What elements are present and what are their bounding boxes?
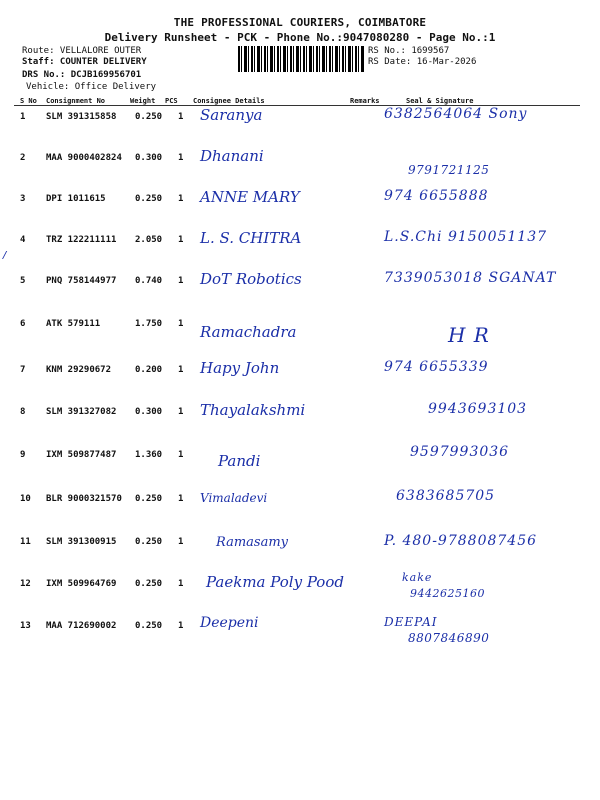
rs-number: RS No.: 1699567 (368, 46, 450, 56)
table-row (0, 225, 600, 266)
row-consignment: IXM 509877487 (46, 450, 117, 460)
row-sno: 12 (20, 579, 31, 589)
vehicle-label: Vehicle: Office Delivery (26, 82, 157, 92)
row-sno: 2 (20, 153, 26, 163)
row-sno: 9 (20, 450, 26, 460)
row-consignee-handwriting: Dhanani (200, 147, 264, 165)
row-signature-handwriting: kake (402, 571, 433, 584)
row-consignment: SLM 391300915 (46, 537, 117, 547)
table-row (0, 102, 600, 143)
col-header-consignee: Consignee Details (193, 97, 265, 105)
row-consignee-handwriting: Saranya (200, 106, 263, 124)
row-weight: 2.050 (135, 235, 163, 245)
row-weight: 0.250 (135, 579, 163, 589)
row-sno: 7 (20, 365, 26, 375)
table-row (0, 440, 600, 481)
col-header-pcs: PCS (165, 97, 178, 105)
row-sno: 5 (20, 276, 26, 286)
row-sno: 11 (20, 537, 31, 547)
row-weight: 0.250 (135, 494, 163, 504)
row-consignee-handwriting: Ramasamy (216, 535, 289, 550)
route-label: Route: VELLALORE OUTER (22, 46, 142, 56)
table-row (0, 397, 600, 438)
row-consignee-handwriting: Paekma Poly Pood (206, 573, 344, 591)
col-header-weight: Weight (130, 97, 156, 105)
row-consignment: DPI 1011615 (46, 194, 106, 204)
margin-tick-mark: / (2, 250, 9, 261)
row-pcs: 1 (178, 276, 184, 286)
row-pcs: 1 (178, 153, 184, 163)
row-signature-handwriting: 6382564064 Sony (384, 106, 528, 122)
company-title: THE PROFESSIONAL COURIERS, COIMBATORE (173, 16, 427, 29)
row-signature-handwriting: P. 480-9788087456 (384, 533, 538, 549)
table-row (0, 355, 600, 396)
row-signature-handwriting: L.S.Chi 9150051137 (384, 229, 548, 245)
row-pcs: 1 (178, 494, 184, 504)
row-signature-extra: 9442625160 (410, 587, 485, 600)
row-consignee-handwriting: DoT Robotics (200, 270, 302, 288)
row-consignment: PNQ 758144977 (46, 276, 117, 286)
rs-date: RS Date: 16-Mar-2026 (368, 57, 477, 67)
staff-label: Staff: COUNTER DELIVERY (22, 57, 147, 67)
row-weight: 1.750 (135, 319, 163, 329)
table-row (0, 611, 600, 652)
col-header-seal: Seal & Signature (406, 97, 474, 105)
row-pcs: 1 (178, 235, 184, 245)
row-weight: 0.300 (135, 153, 163, 163)
row-weight: 0.740 (135, 276, 163, 286)
row-consignment: MAA 712690002 (46, 621, 117, 631)
row-sno: 1 (20, 112, 26, 122)
row-pcs: 1 (178, 450, 184, 460)
row-sno: 8 (20, 407, 26, 417)
table-row (0, 527, 600, 568)
row-consignee-handwriting: ANNE MARY (200, 188, 300, 206)
row-sno: 4 (20, 235, 26, 245)
row-consignment: ATK 579111 (46, 319, 101, 329)
table-row (0, 266, 600, 307)
row-signature-extra: 9791721125 (408, 163, 490, 177)
row-signature-handwriting: 9597993036 (410, 444, 510, 460)
row-consignment: SLM 391315858 (46, 112, 117, 122)
row-pcs: 1 (178, 112, 184, 122)
table-row (0, 569, 600, 610)
barcode (238, 46, 364, 72)
row-consignment: SLM 391327082 (46, 407, 117, 417)
row-signature-handwriting: H R (448, 323, 490, 347)
row-sno: 10 (20, 494, 31, 504)
row-weight: 0.200 (135, 365, 163, 375)
table-row (0, 184, 600, 225)
row-pcs: 1 (178, 537, 184, 547)
row-signature-handwriting: 9943693103 (428, 401, 528, 417)
row-weight: 1.360 (135, 450, 163, 460)
row-weight: 0.250 (135, 194, 163, 204)
table-row (0, 484, 600, 525)
row-weight: 0.250 (135, 537, 163, 547)
row-pcs: 1 (178, 194, 184, 204)
row-signature-handwriting: 7339053018 SGANAT (384, 270, 557, 286)
row-signature-handwriting: 6383685705 (396, 488, 496, 504)
row-consignee-handwriting: Vimaladevi (200, 491, 268, 505)
col-header-remarks: Remarks (350, 97, 380, 105)
row-consignee-handwriting: Hapy John (200, 359, 280, 377)
table-row (0, 309, 600, 350)
row-pcs: 1 (178, 621, 184, 631)
row-sno: 13 (20, 621, 31, 631)
row-signature-handwriting: 974 6655888 (384, 188, 489, 204)
col-header-consignment: Consignment No (46, 97, 106, 105)
runsheet-subtitle: Delivery Runsheet - PCK - Phone No.:9047080280 - Page No.:1 (104, 31, 496, 44)
row-weight: 0.250 (135, 621, 163, 631)
row-consignment: MAA 9000402824 (46, 153, 122, 163)
row-sno: 6 (20, 319, 26, 329)
row-signature-handwriting: DEEPAI (384, 615, 438, 629)
row-consignment: TRZ 122211111 (46, 235, 117, 245)
row-pcs: 1 (178, 365, 184, 375)
row-pcs: 1 (178, 407, 184, 417)
row-consignee-handwriting: L. S. CHITRA (200, 229, 302, 247)
row-consignee-handwriting: Pandi (218, 452, 261, 470)
row-consignment: IXM 509964769 (46, 579, 117, 589)
row-signature-handwriting: 974 6655339 (384, 359, 489, 375)
row-sno: 3 (20, 194, 26, 204)
row-consignment: KNM 29290672 (46, 365, 112, 375)
row-consignment: BLR 9000321570 (46, 494, 122, 504)
row-weight: 0.300 (135, 407, 163, 417)
row-consignee-handwriting: Deepeni (200, 615, 259, 631)
row-pcs: 1 (178, 579, 184, 589)
table-row (0, 143, 600, 184)
row-signature-extra: 8807846890 (408, 631, 490, 645)
row-consignee-handwriting: Ramachadra (200, 323, 297, 341)
row-consignee-handwriting: Thayalakshmi (200, 401, 306, 419)
row-pcs: 1 (178, 319, 184, 329)
col-header-sno: S No (20, 97, 37, 105)
row-weight: 0.250 (135, 112, 163, 122)
drs-number: DRS No.: DCJB169956701 (22, 70, 142, 80)
